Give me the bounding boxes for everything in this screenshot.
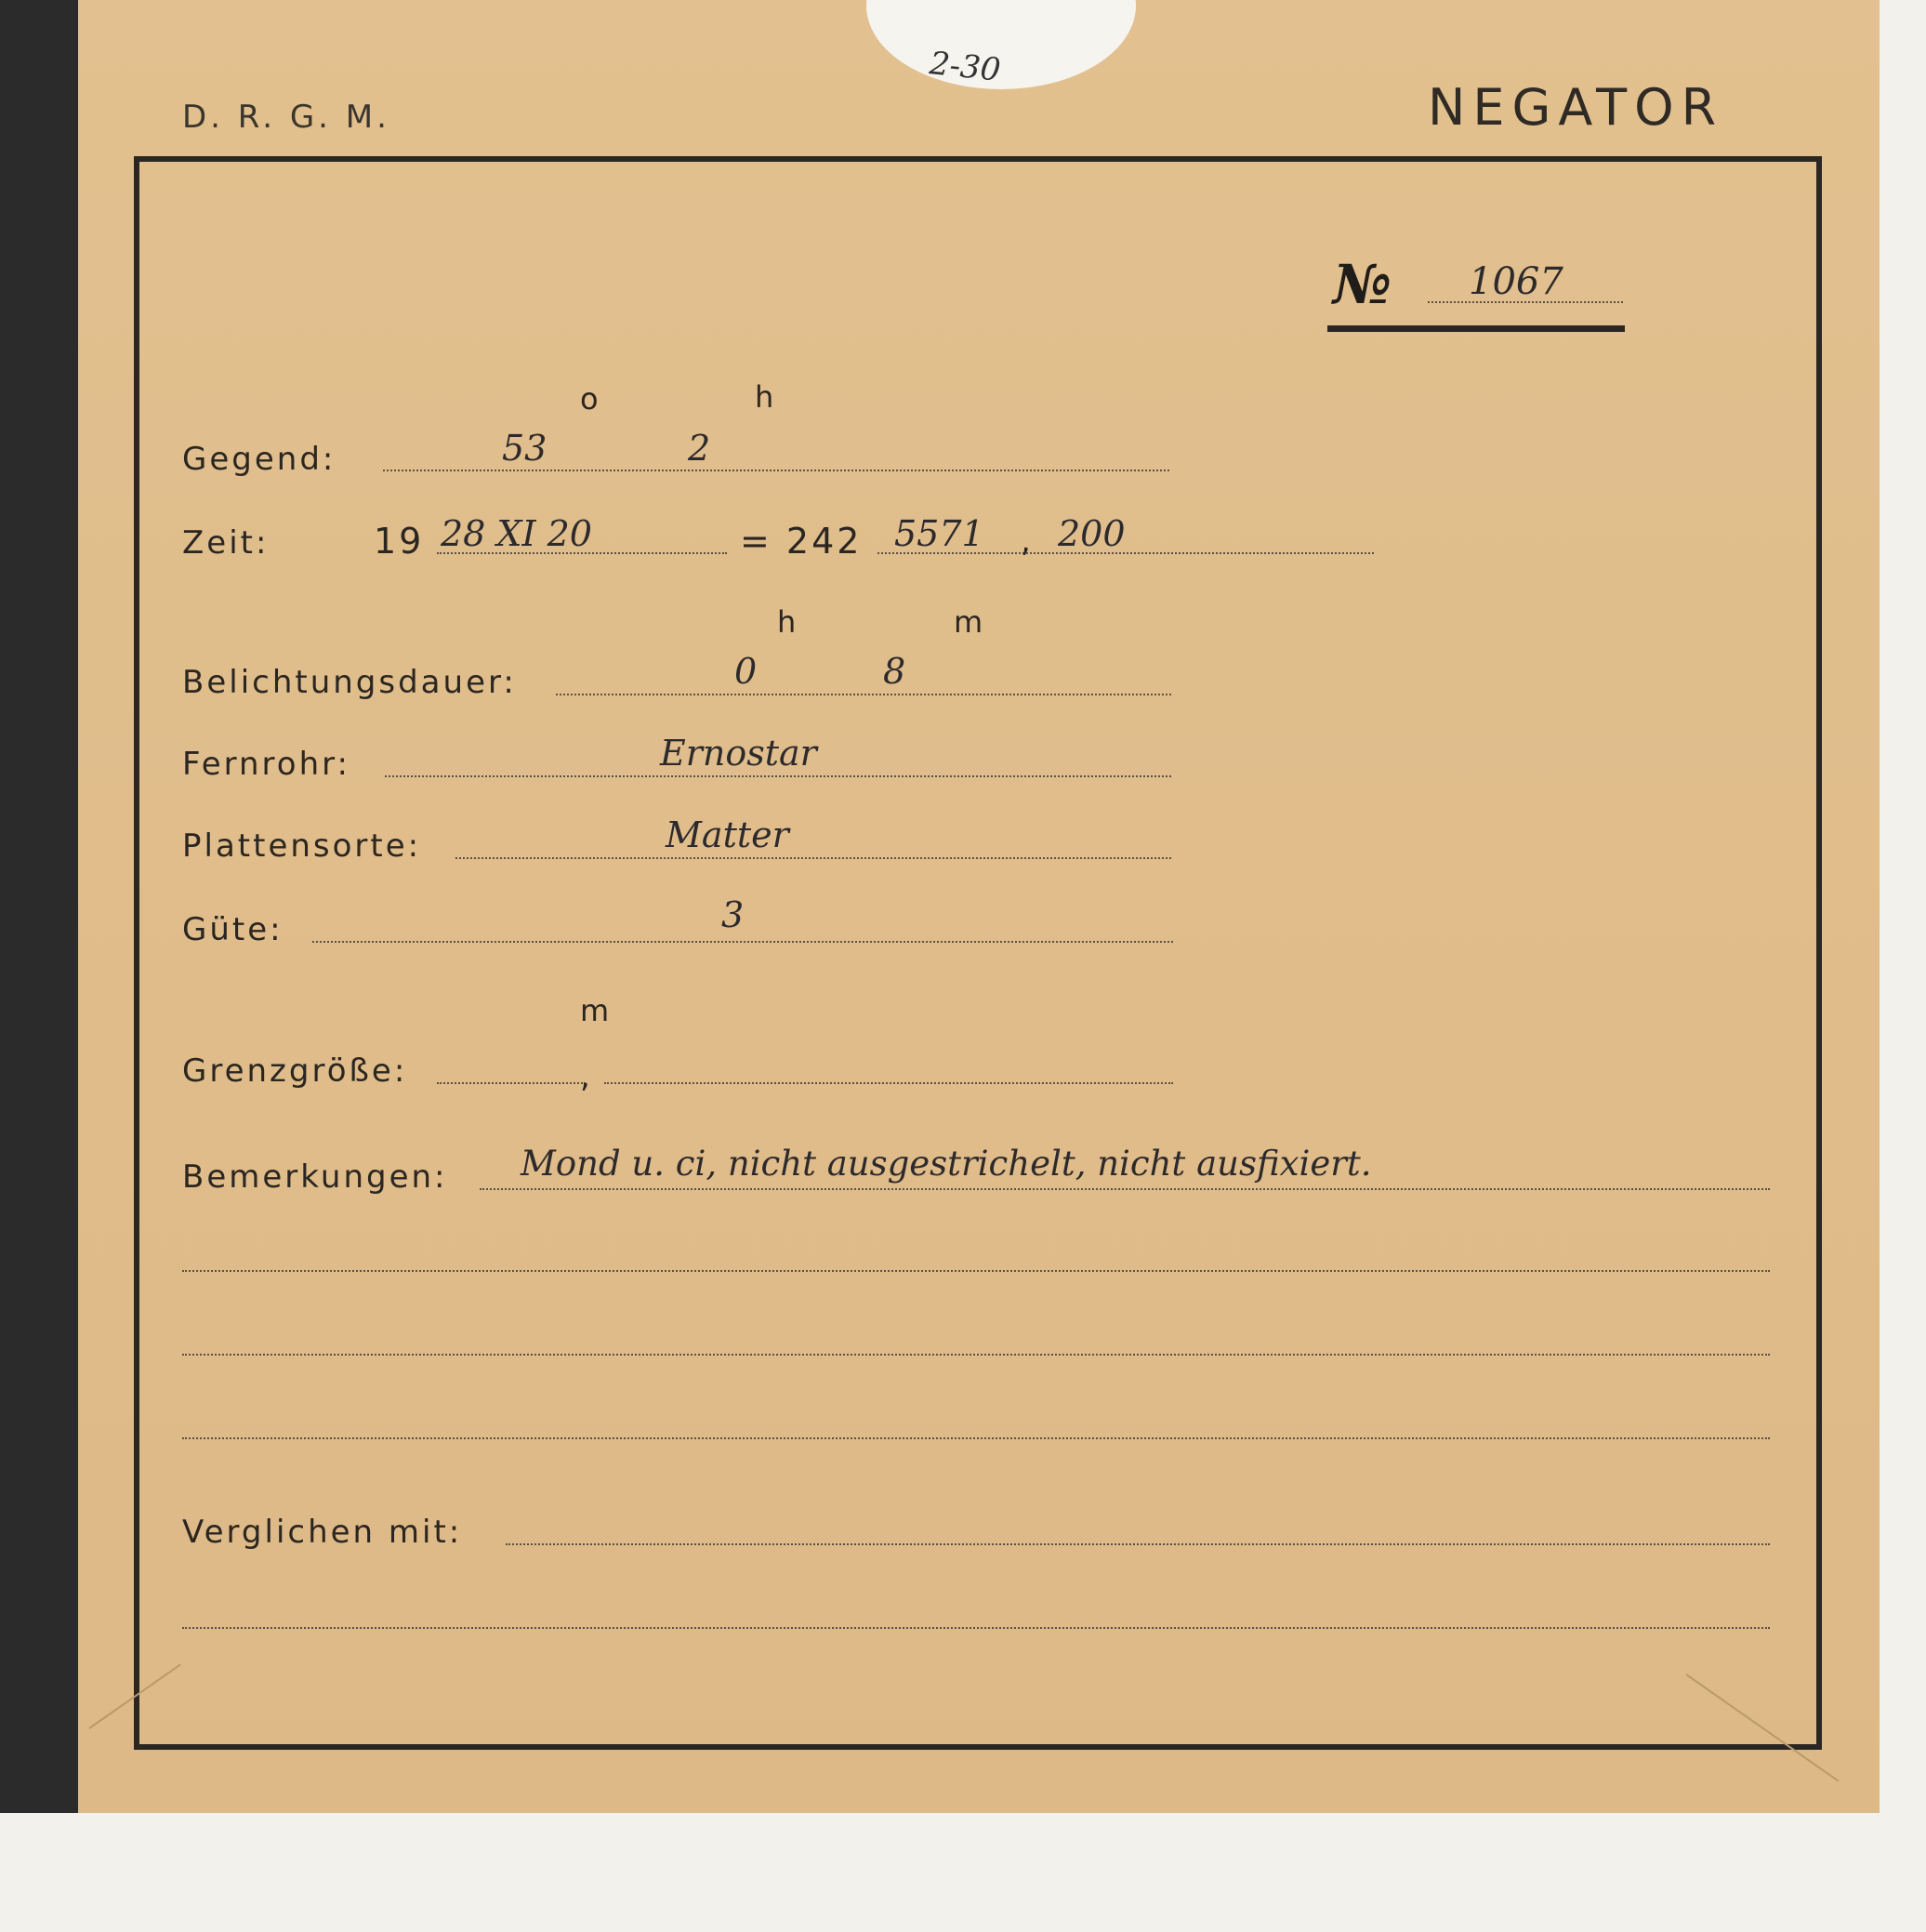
zeit-julian-fraction: 200: [1058, 513, 1126, 554]
number-dotted-line: [1428, 301, 1623, 303]
zeit-label: Zeit:: [182, 524, 270, 562]
plattensorte-dotted-line: [455, 857, 1171, 859]
bemerkungen-extra-line-1: [182, 1270, 1770, 1272]
zeit-date-value: 28 XI 20: [441, 513, 592, 554]
grenzgroesse-unit-magnitude: m: [580, 993, 610, 1028]
fernrohr-dotted-line: [385, 775, 1171, 777]
header-negator: NEGATOR: [1428, 78, 1724, 137]
zeit-julian-comma: ,: [1021, 523, 1034, 560]
thumb-notch: [866, 0, 1136, 89]
gegend-unit-hours: h: [755, 379, 774, 415]
number-label: №: [1333, 253, 1392, 316]
guete-dotted-line: [312, 941, 1173, 943]
grenzgroesse-dotted-line-2: [604, 1082, 1173, 1084]
grenzgroesse-comma: ,: [580, 1058, 593, 1095]
fernrohr-label: Fernrohr:: [182, 746, 350, 783]
binding-spine: [0, 0, 82, 1813]
grenzgroesse-dotted-line-1: [437, 1082, 586, 1084]
belichtung-unit-hours: h: [777, 604, 797, 640]
zeit-year-prefix: 19: [374, 521, 425, 562]
verglichen-label: Verglichen mit:: [182, 1514, 463, 1551]
zeit-julian-day: 5571: [894, 513, 984, 554]
grenzgroesse-label: Grenzgröße:: [182, 1052, 408, 1090]
gegend-value-hours: 2: [688, 428, 711, 469]
belichtung-dotted-line: [556, 694, 1171, 695]
gegend-value-degrees: 53: [502, 428, 547, 469]
plattensorte-label: Plattensorte:: [182, 827, 422, 865]
verglichen-dotted-line: [506, 1543, 1770, 1545]
gegend-dotted-line: [383, 470, 1169, 471]
bemerkungen-extra-line-3: [182, 1437, 1770, 1439]
header-drgm: D. R. G. M.: [182, 99, 390, 136]
zeit-julian-prefix: = 242: [740, 521, 863, 562]
number-underline: [1327, 325, 1625, 332]
guete-label: Güte:: [182, 911, 284, 948]
belichtung-label: Belichtungsdauer:: [182, 664, 517, 701]
plattensorte-value: Matter: [666, 814, 789, 855]
fernrohr-value: Ernostar: [660, 733, 817, 774]
belichtung-unit-minutes: m: [954, 604, 983, 640]
belichtung-value-minutes: 8: [883, 651, 906, 692]
gegend-unit-degrees: o: [580, 381, 599, 417]
bemerkungen-dotted-line: [480, 1188, 1770, 1190]
form-frame: [134, 156, 1822, 1750]
guete-value: 3: [721, 894, 745, 935]
belichtung-value-hours: 0: [734, 651, 758, 692]
bemerkungen-extra-line-2: [182, 1354, 1770, 1356]
number-value: 1067: [1469, 260, 1563, 303]
bemerkungen-label: Bemerkungen:: [182, 1158, 448, 1196]
bemerkungen-value: Mond u. ci, nicht ausgestrichelt, nicht ausfixiert.: [521, 1144, 1372, 1184]
notch-handwritten-note: 2-30: [928, 45, 1003, 89]
verglichen-extra-line: [182, 1627, 1770, 1629]
gegend-label: Gegend:: [182, 441, 336, 478]
